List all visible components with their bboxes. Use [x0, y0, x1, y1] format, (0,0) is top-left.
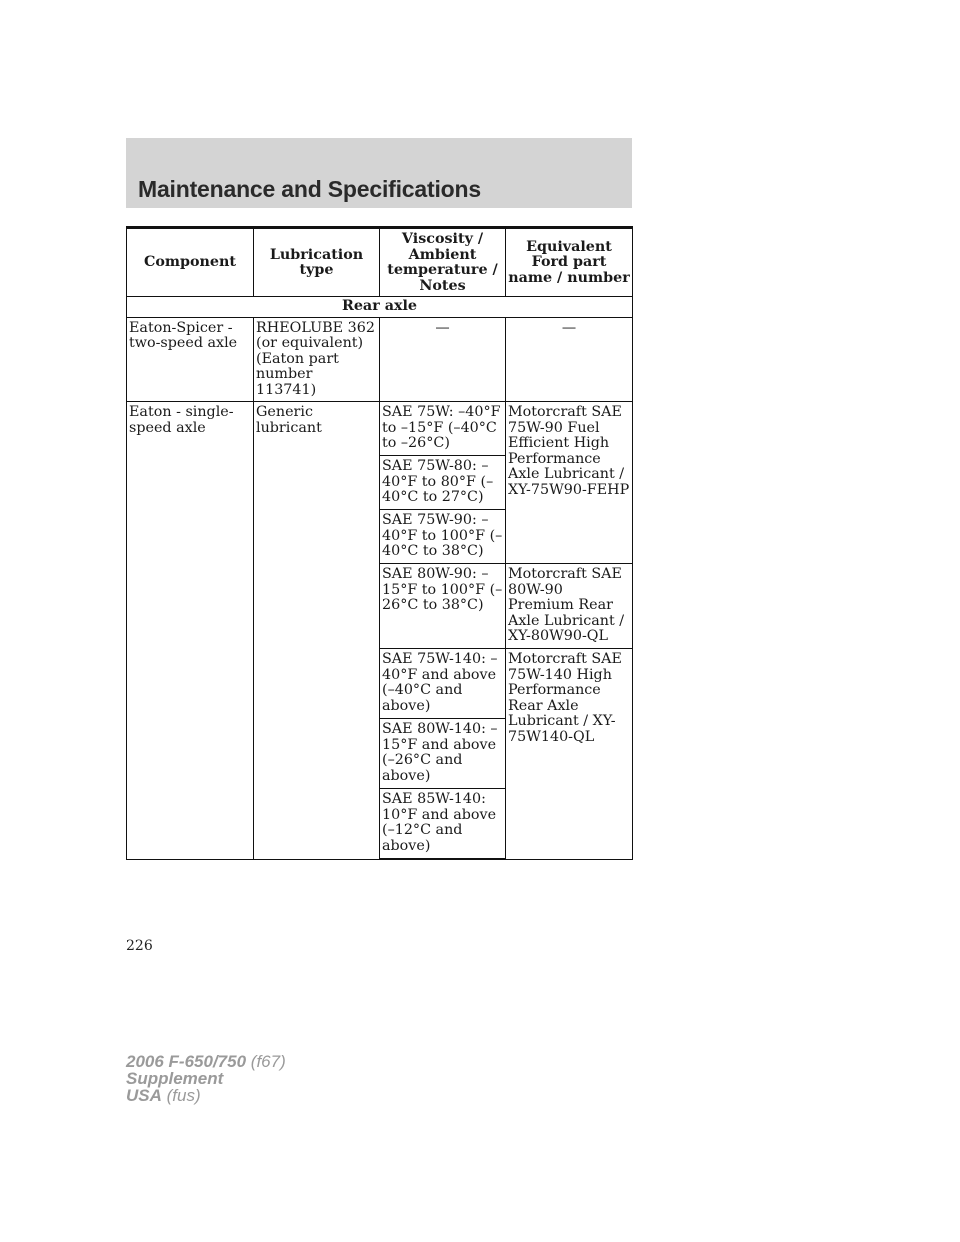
table-header-row	[127, 228, 633, 297]
cell-ford-part: Motorcraft SAE 75W-140 High Performance Rear Axle Lubricant / XY-75W140-QL	[506, 649, 633, 860]
table-group-row	[127, 297, 633, 318]
table-row	[127, 317, 633, 402]
column-header-viscosity: Viscosity / Ambient temperature / Notes	[380, 228, 506, 297]
footer-type-line	[126, 1070, 286, 1087]
page-number: 226	[126, 938, 153, 954]
column-header-lubrication-type: Lubrication type	[254, 228, 380, 297]
cell-viscosity: SAE 75W-90: –40°F to 100°F (–40°C to 38°C)	[380, 510, 506, 564]
cell-ford-part: Motorcraft SAE 75W-90 Fuel Efficient High Performance Axle Lubricant / XY-75W90-FEHP	[506, 402, 633, 564]
cell-lubrication-type: RHEOLUBE 362 (or equivalent) (Eaton part number 113741)	[254, 317, 380, 402]
table-row	[127, 402, 633, 456]
cell-viscosity: SAE 85W-140: 10°F and above (–12°C and above)	[380, 789, 506, 860]
footer-market-code: (fus)	[166, 1086, 201, 1105]
footer-model-code: (f67)	[250, 1052, 286, 1071]
column-header-component: Component	[127, 228, 254, 297]
cell-viscosity: SAE 75W: –40°F to –15°F (–40°C to –26°C)	[380, 402, 506, 456]
cell-lubrication-type: Generic lubricant	[254, 402, 380, 860]
lubricant-spec-table	[126, 226, 633, 860]
footer-type: Supplement	[126, 1069, 224, 1088]
cell-viscosity: SAE 80W-90: –15°F to 100°F (–26°C to 38°C)	[380, 564, 506, 649]
cell-viscosity: SAE 80W-140: –15°F and above (–26°C and above)	[380, 719, 506, 789]
cell-viscosity: SAE 75W-80: –40°F to 80°F (–40°C to 27°C)	[380, 456, 506, 510]
document-footer	[126, 1053, 286, 1104]
footer-model-line	[126, 1053, 286, 1070]
cell-component: Eaton-Spicer - two-speed axle	[127, 317, 254, 402]
column-header-ford-part: Equivalent Ford part name / number	[506, 228, 633, 297]
footer-market: USA	[126, 1086, 162, 1105]
cell-ford-part: Motorcraft SAE 80W-90 Premium Rear Axle Lubricant / XY-80W90-QL	[506, 564, 633, 649]
cell-viscosity: SAE 75W-140: –40°F and above (–40°C and above)	[380, 649, 506, 719]
cell-ford-part: —	[506, 317, 633, 402]
cell-component: Eaton - single-speed axle	[127, 402, 254, 860]
footer-model: 2006 F-650/750	[126, 1052, 247, 1071]
group-title-rear-axle: Rear axle	[127, 297, 633, 318]
cell-viscosity: —	[380, 317, 506, 402]
footer-market-line	[126, 1087, 286, 1104]
section-title: Maintenance and Specifications	[138, 176, 481, 202]
